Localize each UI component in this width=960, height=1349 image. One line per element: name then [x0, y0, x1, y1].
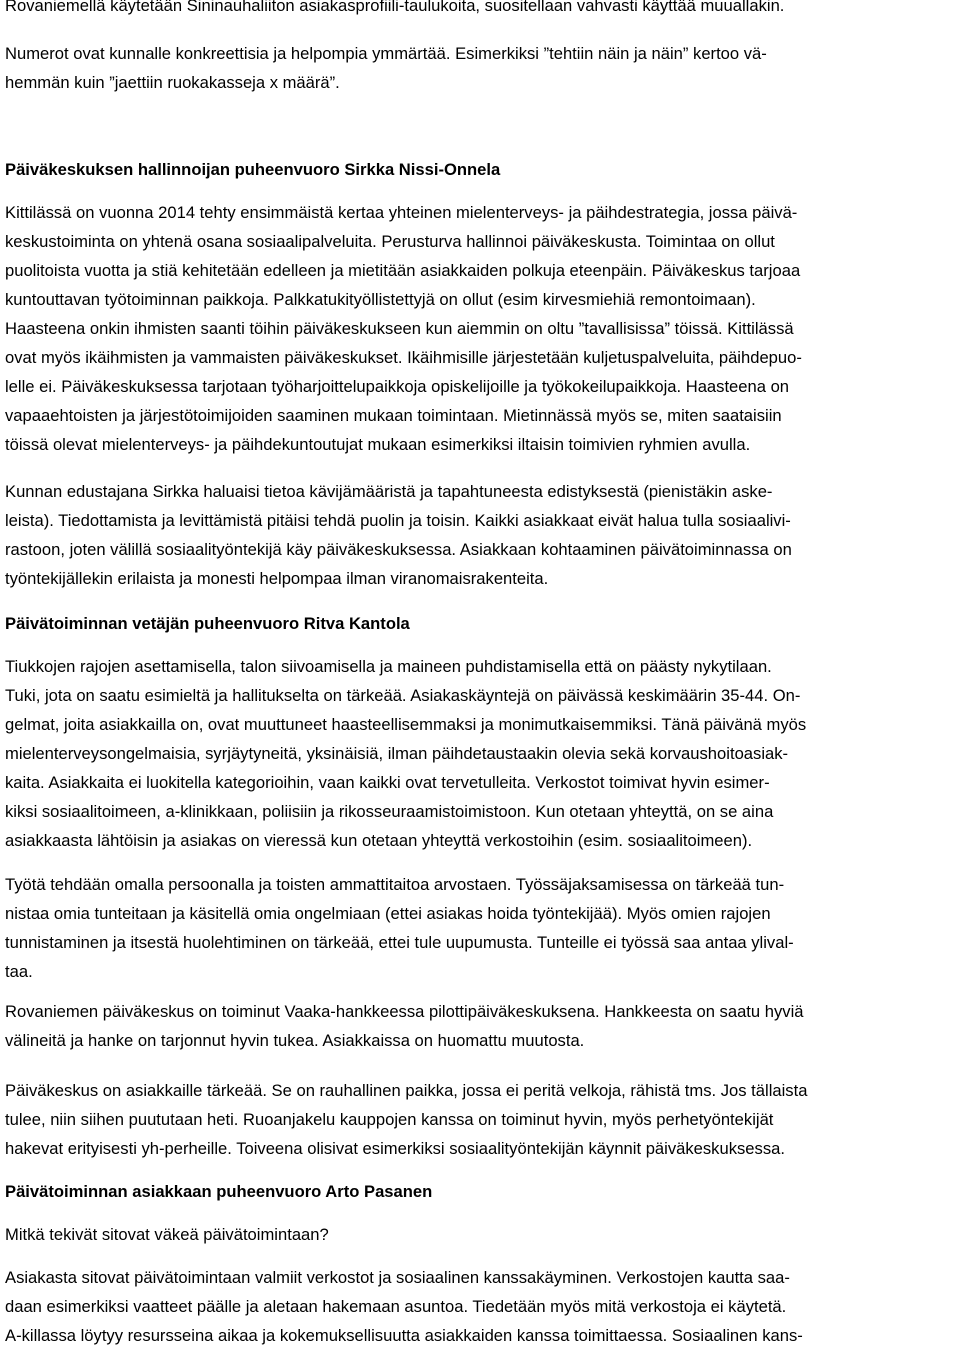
text-line: A-killassa löytyy resursseina aikaa ja kokemuksellisuutta asiakkaiden kanssa toimittaessa. Sosiaalinen kans-	[5, 1326, 803, 1345]
text-line: kiksi sosiaalitoimeen, a-klinikkaan, poliisiin ja rikosseuraamistoimistoon. Kun otetaan yhteyttä, on se aina	[5, 802, 774, 821]
text-line: daan esimerkiksi vaatteet päälle ja aletaan hakemaan asuntoa. Tiedetään myös mitä verkostoja ei käytetä.	[5, 1297, 787, 1316]
text-line: Kunnan edustajana Sirkka haluaisi tietoa kävijämääristä ja tapahtuneesta edistyksestä (pienistäkin aske-	[5, 482, 773, 501]
text-line: tulee, niin siihen puututaan heti. Ruoanjakelu kauppojen kanssa on toiminut hyvin, myös perhetyöntekijät	[5, 1110, 774, 1129]
paragraph	[5, 477, 957, 593]
text-line: vapaaehtoisten ja järjestötoimijoiden saaminen mukaan toimintaan. Mietinnässä myös se, miten saataisiin	[5, 406, 782, 425]
text-line: välineitä ja hanke on tarjonnut hyvin tukea. Asiakkaissa on huomattu muutosta.	[5, 1031, 585, 1050]
text-line: Numerot ovat kunnalle konkreettisia ja helpompia ymmärtää. Esimerkiksi ”tehtiin näin ja näin” kertoo vä-	[5, 44, 767, 63]
text-line: tunnistaminen ja itsestä huolehtiminen on tärkeää, ettei tule uupumusta. Tunteille ei työssä saa antaa ylival-	[5, 933, 794, 952]
text-line: Mitkä tekivät sitovat väkeä päivätoimintaan?	[5, 1225, 329, 1244]
heading-text: Päiväkeskuksen hallinnoijan puheenvuoro Sirkka Nissi-Onnela	[5, 160, 501, 179]
text-line: hemmän kuin ”jaettiin ruokakasseja x määrä”.	[5, 73, 340, 92]
text-line: ovat myös ikäihmisten ja vammaisten päiväkeskukset. Ikäihmisille järjestetään kuljetuspalveluita, päihdepuo-	[5, 348, 802, 367]
text-line: rastoon, joten välillä sosiaalityöntekijä käy päiväkeskuksessa. Asiakkaan kohtaaminen päivätoiminnassa on	[5, 540, 792, 559]
paragraph	[5, 870, 957, 986]
paragraph	[5, 1076, 957, 1163]
paragraph	[5, 997, 957, 1055]
text-line: Päiväkeskus on asiakkaille tärkeää. Se on rauhallinen paikka, jossa ei peritä velkoja, rähistä tms. Jos tällaista	[5, 1081, 808, 1100]
paragraph	[5, 39, 957, 97]
text-line: lelle ei. Päiväkeskuksessa tarjotaan työharjoittelupaikkoja opiskelijoille ja työkokeilupaikkoja. Haasteena on	[5, 377, 790, 396]
text-line: Tiukkojen rajojen asettamisella, talon siivoamisella ja maineen puhdistamisella että on päästy nykytilaan.	[5, 657, 772, 676]
text-line: Tuki, jota on saatu esimieltä ja hallitukselta on tärkeää. Asiakaskäyntejä on päivässä keskimäärin 35-44. On-	[5, 686, 801, 705]
text-line: nistaa omia tunteitaan ja käsitellä omia ongelmiaan (ettei asiakas hoida työntekijää). Myös omien rajojen	[5, 904, 771, 923]
text-line: puolitoista vuotta ja stiä kehitetään edelleen ja mietitään asiakkaiden polkuja eteenpäin. Päiväkeskus tarjoaa	[5, 261, 801, 280]
heading-text: Päivätoiminnan vetäjän puheenvuoro Ritva Kantola	[5, 614, 410, 633]
text-line: keskustoiminta on yhtenä osana sosiaalipalveluita. Perusturva hallinnoi päiväkeskusta. Toimintaa on ollut	[5, 232, 775, 251]
text-line: työntekijällekin erilaista ja monesti helpompaa ilman viranomaisrakenteita.	[5, 569, 549, 588]
text-line: Rovaniemellä käytetään Sininauhaliiton asiakasprofiili-taulukoita, suositellaan vahvasti käyttää muuallakin.	[5, 0, 785, 15]
text-line: leista). Tiedottamista ja levittämistä pitäisi tehdä puolin ja toisin. Kaikki asiakkaat eivät halua tulla sosiaalivi-	[5, 511, 791, 530]
text-line: Kittilässä on vuonna 2014 tehty ensimmäistä kertaa yhteinen mielenterveys- ja päihdestrategia, jossa päivä-	[5, 203, 798, 222]
section-heading	[5, 1177, 957, 1206]
text-line: Asiakasta sitovat päivätoimintaan valmiit verkostot ja sosiaalinen kanssakäyminen. Verkostojen kautta saa-	[5, 1268, 790, 1287]
heading-text: Päivätoiminnan asiakkaan puheenvuoro Arto Pasanen	[5, 1182, 433, 1201]
paragraph	[5, 1263, 957, 1349]
paragraph	[5, 0, 957, 20]
text-line: Haasteena onkin ihmisten saanti töihin päiväkeskukseen kun aiemmin on oltu ”tavallisissa” töissä. Kittilässä	[5, 319, 794, 338]
text-line: Rovaniemen päiväkeskus on toiminut Vaaka-hankkeessa pilottipäiväkeskuksena. Hankkeesta on saatu hyviä	[5, 1002, 804, 1021]
text-line: Työtä tehdään omalla persoonalla ja toisten ammattitaitoa arvostaen. Työssäjaksamisessa on tärkeää tun-	[5, 875, 785, 894]
paragraph	[5, 1220, 957, 1249]
text-line: kuntouttavan työtoiminnan paikkoja. Palkkatukityöllistettyjä on ollut (esim kirvesmiehiä remontoimaan).	[5, 290, 756, 309]
section-heading	[5, 155, 957, 184]
text-line: taa.	[5, 962, 33, 981]
text-line: hakevat erityisesti yh-perheille. Toiveena olisivat esimerkiksi sosiaalityöntekijän käynnit päiväkeskuksessa.	[5, 1139, 785, 1158]
paragraph	[5, 198, 957, 459]
text-line: kaita. Asiakkaita ei luokitella kategorioihin, vaan kaikki ovat tervetulleita. Verkostot toimivat hyvin esimer-	[5, 773, 770, 792]
text-line: gelmat, joita asiakkailla on, ovat muuttuneet haasteellisemmaksi ja monimutkaisemmiksi. Tänä päivänä myös	[5, 715, 807, 734]
text-line: mielenterveysongelmaisia, syrjäytyneitä, yksinäisiä, ilman päihdetaustaakin olevia sekä korvaushoitoasiak-	[5, 744, 789, 763]
section-heading	[5, 609, 957, 638]
paragraph	[5, 652, 957, 855]
text-line: töissä olevat mielenterveys- ja päihdekuntoutujat mukaan esimerkiksi iltaisin toimivien ryhmien avulla.	[5, 435, 751, 454]
text-line: asiakkaasta lähtöisin ja asiakas on vieressä kun otetaan yhteyttä verkostoihin (esim. sosiaalitoimeen).	[5, 831, 753, 850]
